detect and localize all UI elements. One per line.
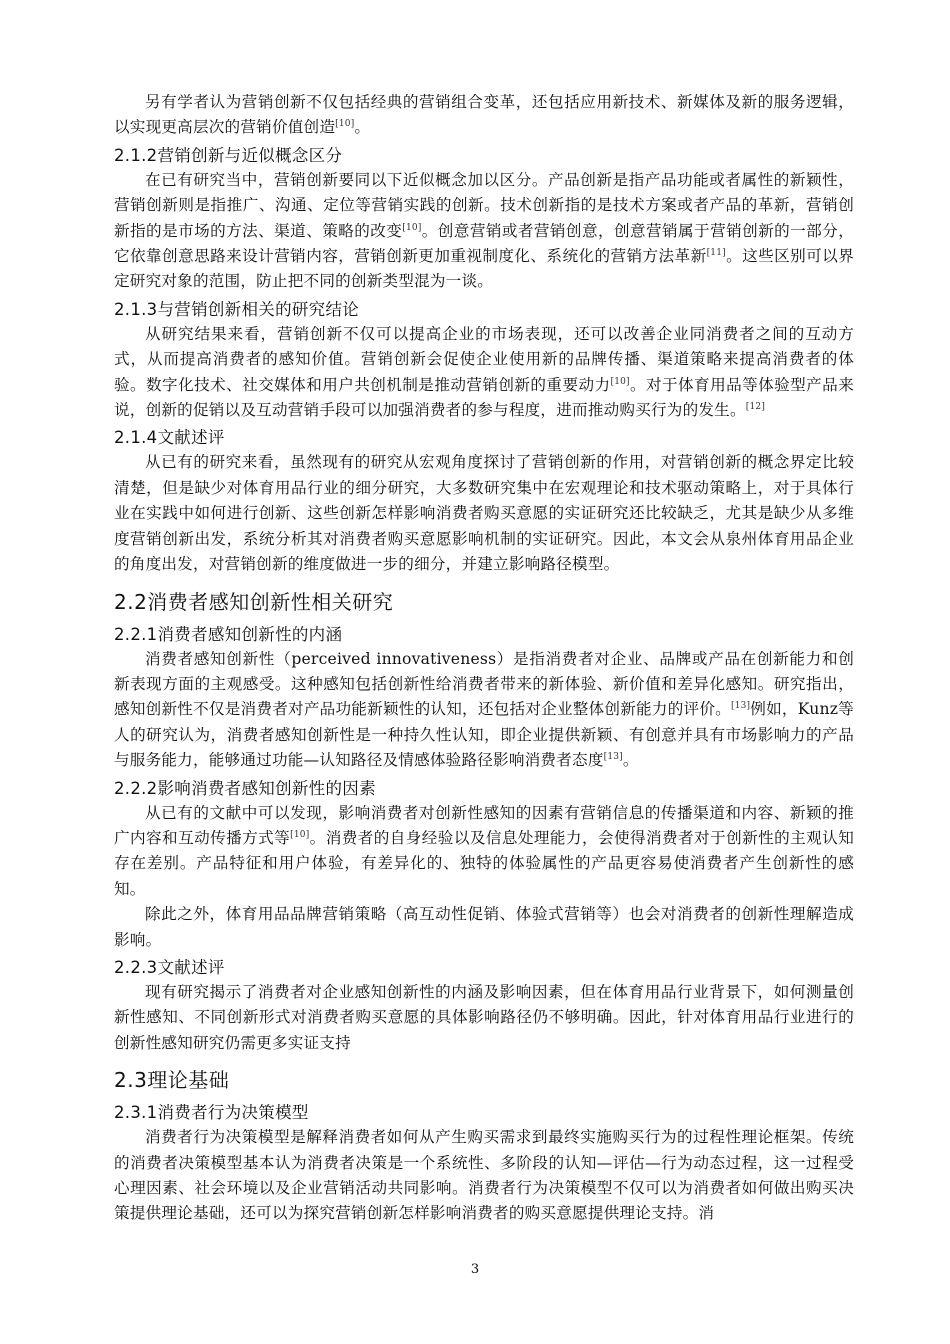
paragraph-text: 。这些区别可以界定研究对象的范围，防止把不同的创新类型混为一谈。	[114, 247, 854, 291]
paragraph-text: 。对于体育用品等体验型产品来说，创新的促销以及互动营销手段可以加强消费者的参与程度，进而推动购买行为的发生。	[114, 375, 854, 420]
subsection-heading: 2.1.3与营销创新相关的研究结论	[114, 299, 360, 319]
citation-marker: [11]	[706, 248, 726, 259]
paragraph-text: 消费者感知创新性（perceived innovativeness）是指消费者对企业、品牌或产品在创新能力和创新表现方面的主观感受。这种感知包括创新性给消费者带来的新体验、新价值和差异化感知。研究指出，感知创新性不仅是消费者对产品功能新颖性的认知，还包括对企业整体创新能力的评价。	[114, 649, 854, 719]
paragraph	[114, 450, 854, 577]
citation-marker: [12]	[745, 402, 766, 413]
citation-marker: [10]	[402, 222, 422, 233]
citation-marker: [10]	[610, 376, 630, 387]
paragraph	[114, 168, 854, 295]
paragraph-text: 。消费者的自身经验以及信息处理能力，会使得消费者对于创新性的主观认知存在差别。产品特征和用户体验，有差异化的、独特的体验属性的产品更容易使消费者产生创新性的感知。	[114, 828, 854, 898]
section-heading: 2.2消费者感知创新性相关研究	[114, 589, 394, 614]
citation-marker: [10]	[290, 829, 310, 840]
citation-marker: [13]	[730, 701, 751, 712]
paragraph-text: 。	[354, 118, 371, 137]
subsection-heading: 2.3.1消费者行为决策模型	[114, 1103, 309, 1123]
page-body	[114, 90, 854, 1227]
paragraph-text: 。	[622, 751, 639, 770]
paragraph-text: 从研究结果来看，营销创新不仅可以提高企业的市场表现，还可以改善企业同消费者之间的互动方式，从而提高消费者的感知价值。营销创新会促使企业使用新的品牌传播、渠道策略来提高消费者的体验。数字化技术、社交媒体和用户共创机制是推动营销创新的重要动力	[114, 324, 854, 394]
paragraph-text: 。创意营销或者营销创意，创意营销属于营销创新的一部分，它依靠创意思路来设计营销内容，营销创新更加重视制度化、系统化的营销方法革新	[114, 221, 854, 266]
section-heading: 2.3理论基础	[114, 1068, 230, 1093]
paragraph-text: 另有学者认为营销创新不仅包括经典的营销组合变革，还包括应用新技术、新媒体及新的服务逻辑，以实现更高层次的营销价值创造	[114, 93, 854, 137]
paragraph-text: 消费者行为决策模型是解释消费者如何从产生购买需求到最终实施购买行为的过程性理论框架。传统的消费者决策模型基本认为消费者决策是一个系统性、多阶段的认知—评估—行为动态过程，这一过程受心理因素、社会环境以及企业营销活动共同影响。消费者行为决策模型不仅可以为消费者如何做出购买决策提供理论基础，还可以为探究营销创新怎样影响消费者的购买意愿提供理论支持。消	[114, 1128, 854, 1223]
paragraph-text: 现有研究揭示了消费者对企业感知创新性的内涵及影响因素，但在体育用品行业背景下，如何测量创新性感知、不同创新形式对消费者购买意愿的具体影响路径仍不够明确。因此，针对体育用品行业进行的创新性感知研究仍需更多实证支持	[114, 982, 854, 1052]
subsection-heading: 2.2.2影响消费者感知创新性的因素	[114, 778, 376, 798]
citation-marker: [10]	[335, 119, 355, 130]
paragraph-text: 从已有的文献中可以发现，影响消费者对创新性感知的因素有营销信息的传播渠道和内容、新颖的推广内容和互动传播方式等	[114, 803, 854, 847]
paragraph	[114, 801, 854, 903]
paragraph	[114, 322, 854, 424]
citation-marker: [13]	[603, 752, 623, 763]
paragraph	[114, 1125, 854, 1227]
subsection-heading: 2.1.4文献述评	[114, 428, 225, 448]
paragraph	[114, 980, 854, 1056]
paragraph-text: 除此之外，体育用品品牌营销策略（高互动性促销、体验式营销等）也会对消费者的创新性理解造成影响。	[114, 905, 854, 949]
paragraph-text: 从已有的研究来看，虽然现有的研究从宏观角度探讨了营销创新的作用，对营销创新的概念界定比较清楚，但是缺少对体育用品行业的细分研究，大多数研究集中在宏观理论和技术驱动策略上，对于具体行业在实践中如何进行创新、这些创新怎样影响消费者购买意愿的实证研究还比较缺乏，尤其是缺少从多维度营销创新出发，系统分析其对消费者购买意愿影响机制的实证研究。因此，本文会从泉州体育用品企业的角度出发，对营销创新的维度做进一步的细分，并建立影响路径模型。	[114, 453, 854, 574]
subsection-heading: 2.2.1消费者感知创新性的内涵	[114, 624, 343, 644]
paragraph	[114, 90, 854, 141]
paragraph	[114, 902, 854, 953]
paragraph-text: 在已有研究当中，营销创新要同以下近似概念加以区分。产品创新是指产品功能或者属性的新颖性，营销创新则是指推广、沟通、定位等营销实践的创新。技术创新指的是技术方案或者产品的革新，营销创新指的是市场的方法、渠道、策略的改变	[114, 170, 854, 240]
page-number: 3	[470, 1262, 480, 1277]
paragraph	[114, 647, 854, 774]
subsection-heading: 2.2.3文献述评	[114, 957, 225, 977]
paragraph-text: 例如，Kunz等人的研究认为，消费者感知创新性是一种持久性认知，即企业提供新颖、有创意并具有市场影响力的产品与服务能力，能够通过功能—认知路径及情感体验路径影响消费者态度	[114, 700, 854, 770]
subsection-heading: 2.1.2营销创新与近似概念区分	[114, 145, 343, 165]
